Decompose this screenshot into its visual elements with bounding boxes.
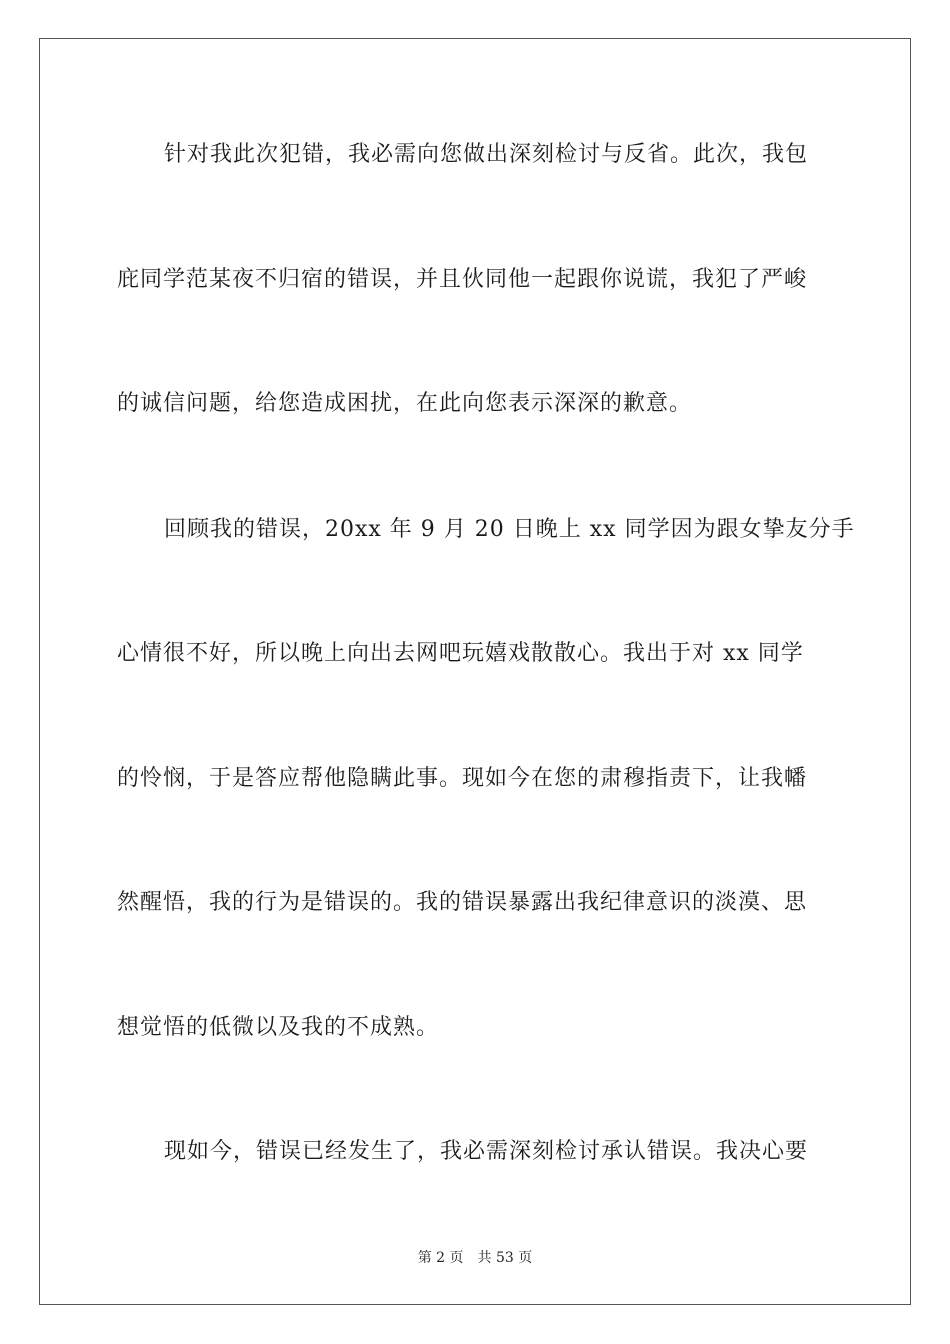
paragraph-2-line-1: 回顾我的错误，20xx 年 9 月 20 日晚上 xx 同学因为跟女挚友分手	[164, 517, 855, 542]
paragraph-2-line-4: 然醒悟，我的行为是错误的。我的错误暴露出我纪律意识的淡漠、思	[117, 890, 808, 915]
page-number: 第 2 页	[417, 1250, 464, 1266]
page-border	[39, 38, 911, 1305]
paragraph-2-line-3: 的怜悯，于是答应帮他隐瞒此事。现如今在您的肃穆指责下，让我幡	[117, 766, 808, 791]
paragraph-1-line-2: 庇同学范某夜不归宿的错误，并且伙同他一起跟你说谎，我犯了严峻	[117, 267, 808, 292]
paragraph-1-line-1: 针对我此次犯错，我必需向您做出深刻检讨与反省。此次，我包	[164, 142, 809, 167]
paragraph-2-line-2: 心情很不好，所以晚上向出去网吧玩嬉戏散散心。我出于对 xx 同学	[117, 641, 804, 666]
page-footer	[0, 1247, 950, 1267]
page-total: 共 53 页	[477, 1250, 533, 1266]
paragraph-3-line-1: 现如今，错误已经发生了，我必需深刻检讨承认错误。我决心要	[164, 1139, 809, 1164]
paragraph-2-line-5: 想觉悟的低微以及我的不成熟。	[117, 1015, 440, 1040]
paragraph-1-line-3: 的诚信问题，给您造成困扰，在此向您表示深深的歉意。	[117, 391, 693, 416]
